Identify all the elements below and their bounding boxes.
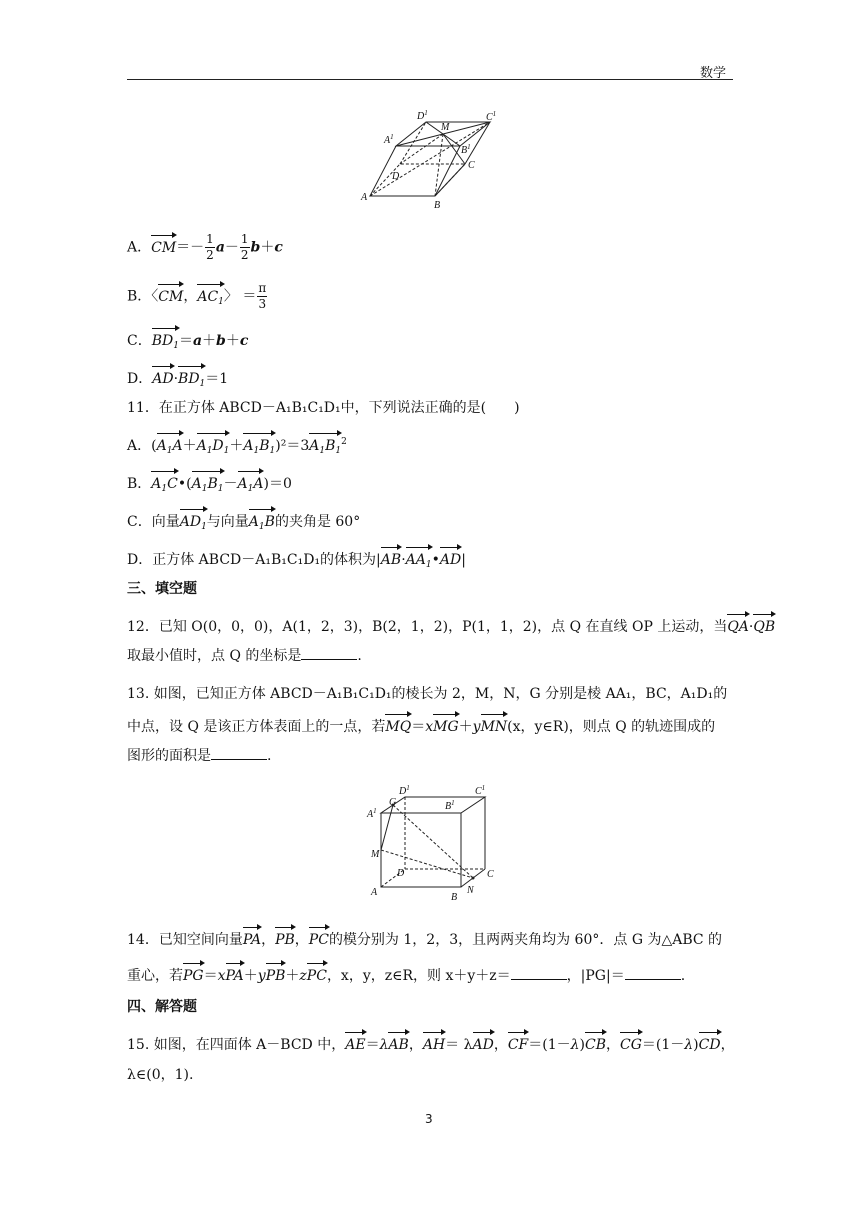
option-text: 与向量: [206, 514, 249, 530]
answer-blank: [511, 967, 567, 980]
option-tail: )＝0: [263, 476, 292, 492]
fraction: $\frac{1}{2}$: [240, 232, 249, 262]
answer-blank: [211, 747, 267, 760]
header-subject: 数学: [700, 66, 727, 81]
option-tail: )²＝3: [275, 438, 310, 454]
header-rule: [127, 79, 733, 80]
fig1-label-A: A: [361, 192, 368, 203]
fig2-label-D: D: [397, 868, 405, 879]
section-title-fill-in: 三、填空题: [127, 581, 197, 597]
fig2-label-G: G: [389, 797, 397, 808]
q10-option-d: D．$AD\cdot BD_1=1$: [127, 371, 229, 389]
q11-option-a: A．$(A_1A+A_1D_1+A_1B_1)^2=3A_1B_1^2$: [127, 437, 347, 456]
section-title-answer: 四、解答题: [127, 999, 197, 1015]
q10-option-c: C．$BD_1=a+b+c$: [127, 333, 249, 351]
equals: 〉 ＝: [223, 288, 257, 305]
q13-text: 中点，设 Q 是该正方体表面上的一点，若: [127, 719, 386, 735]
fig2-label-N: N: [467, 885, 474, 896]
q11-option-b: B．$A_1C•(A_1B_1-A_1A)=0$: [127, 476, 292, 494]
option-prefix: B．: [127, 476, 152, 492]
fig1-label-B1: $B^1$: [461, 143, 471, 156]
option-text: D．正方体 ABCD－A₁B₁C₁D₁的体积为|: [127, 552, 381, 568]
answer-blank: [301, 647, 357, 660]
q13-line1: 13. 如图，已知正方体 ABCD－A₁B₁C₁D₁的棱长为 2，M，N，G 分别是棱 AA₁，BC，A₁D₁的: [127, 686, 728, 702]
plus: ＋: [260, 239, 275, 256]
q12-text: 12．已知 O(0，0，0)，A(1，2，3)，B(2，1，2)，P(1，1，2)，点 Q 在直线 OP 上运动，当: [127, 619, 728, 635]
option-prefix: A．: [127, 239, 152, 256]
q11-stem: 11．在正方体 ABCD－A₁B₁C₁D₁中，下列说法正确的是( ): [127, 400, 520, 416]
q13-text: 图形的面积是: [127, 748, 211, 764]
q15-text: 15. 如图，在四面体 A－BCD 中，: [127, 1037, 346, 1053]
q14-line1: 14．已知空间向量PA，PB，PC的模分别为 1，2，3，且两两夹角均为 60°．点 G 为△ABC 的: [127, 932, 723, 948]
q10-option-b: B．〈CM，$AC_1$〉 ＝ $\frac{\pi}{3}$: [127, 281, 267, 311]
fig1-label-M: M: [441, 122, 450, 133]
fig2-label-B1: $B^1$: [445, 799, 455, 812]
fig2-label-B: B: [451, 892, 458, 903]
q12-line1: 12．已知 O(0，0，0)，A(1，2，3)，B(2，1，2)，P(1，1，2)，点 Q 在直线 OP 上运动，当QA·QB: [127, 619, 776, 635]
fig2-label-C1: $C^1$: [475, 784, 486, 797]
equals-minus: ＝－: [176, 239, 205, 256]
q14-line2: 重心，若PG＝xPA＋yPB＋zPC，x，y，z∈R，则 x＋y＋z＝ ，|PG|＝ .: [127, 968, 686, 984]
q12-text: 取最小值时，点 Q 的坐标是: [127, 648, 302, 664]
equals: ＝: [178, 333, 193, 349]
parallelepiped-figure: [360, 110, 505, 212]
equals-one: ＝1: [205, 371, 229, 387]
answer-blank: [625, 967, 681, 980]
fig1-label-D: D: [392, 171, 400, 182]
fig2-label-C: C: [487, 869, 494, 880]
fig2-label-A1: $A^1$: [367, 807, 377, 820]
fraction: $\frac{\pi}{3}$: [258, 281, 267, 311]
fig2-label-M: M: [371, 849, 380, 860]
q14-text: 的模分别为 1，2，3，且两两夹角均为 60°．点 G 为△ABC 的: [328, 932, 723, 948]
option-prefix: A．(: [127, 438, 157, 454]
cube-figure: [365, 783, 495, 903]
option-prefix: D．: [127, 371, 153, 387]
fig1-label-A1: $A^1$: [384, 133, 394, 146]
q14-text: 14．已知空间向量: [127, 932, 243, 948]
option-prefix: C．: [127, 333, 152, 349]
q13-line2: 中点，设 Q 是该正方体表面上的一点，若MQ＝xMG＋yMN(x，y∈R)，则点 Q 的轨迹围成的: [127, 719, 716, 735]
q10-option-a: A．CM＝－ $\frac{1}{2}$ a－ $\frac{1}{2}$ b＋c: [127, 232, 283, 262]
fraction: $\frac{1}{2}$: [206, 232, 214, 262]
q14-text: ，x，y，z∈R，则 x＋y＋z＝: [326, 968, 511, 984]
option-text: 的夹角是 60°: [274, 514, 361, 530]
q14-text: 重心，若: [127, 968, 183, 984]
q15-line2: λ∈(0，1).: [127, 1067, 194, 1083]
q14-text: ，|PG|＝: [566, 968, 625, 984]
fig2-label-D1: $D^1$: [399, 784, 410, 797]
option-text: C．向量: [127, 514, 180, 530]
option-prefix: B．〈: [127, 288, 159, 305]
q15-line1: 15. 如图，在四面体 A－BCD 中，AE＝λAB，AH＝ λAD，CF＝(1－λ)CB，CG＝(1－λ)CD，: [127, 1037, 735, 1053]
fig2-label-A: A: [371, 887, 378, 898]
fig1-label-D1: $D^1$: [417, 110, 428, 122]
fig1-label-C1: $C^1$: [486, 110, 497, 123]
q11-option-d: D．正方体 ABCD－A₁B₁C₁D₁的体积为$|AB\cdot AA_1•AD|$: [127, 552, 466, 570]
q13-text: (x，y∈R)，则点 Q 的轨迹围成的: [507, 719, 716, 735]
q12-line2: 取最小值时，点 Q 的坐标是 .: [127, 648, 362, 664]
q13-line3: 图形的面积是 .: [127, 748, 272, 764]
fig1-label-B: B: [434, 200, 441, 211]
minus: －: [224, 239, 239, 256]
q11-option-c: C．向量$AD_1$与向量$A_1B$的夹角是 60°: [127, 514, 361, 532]
dot-paren: •(: [177, 476, 192, 492]
fig1-label-C: C: [468, 160, 475, 171]
page-number: 3: [425, 1112, 433, 1126]
